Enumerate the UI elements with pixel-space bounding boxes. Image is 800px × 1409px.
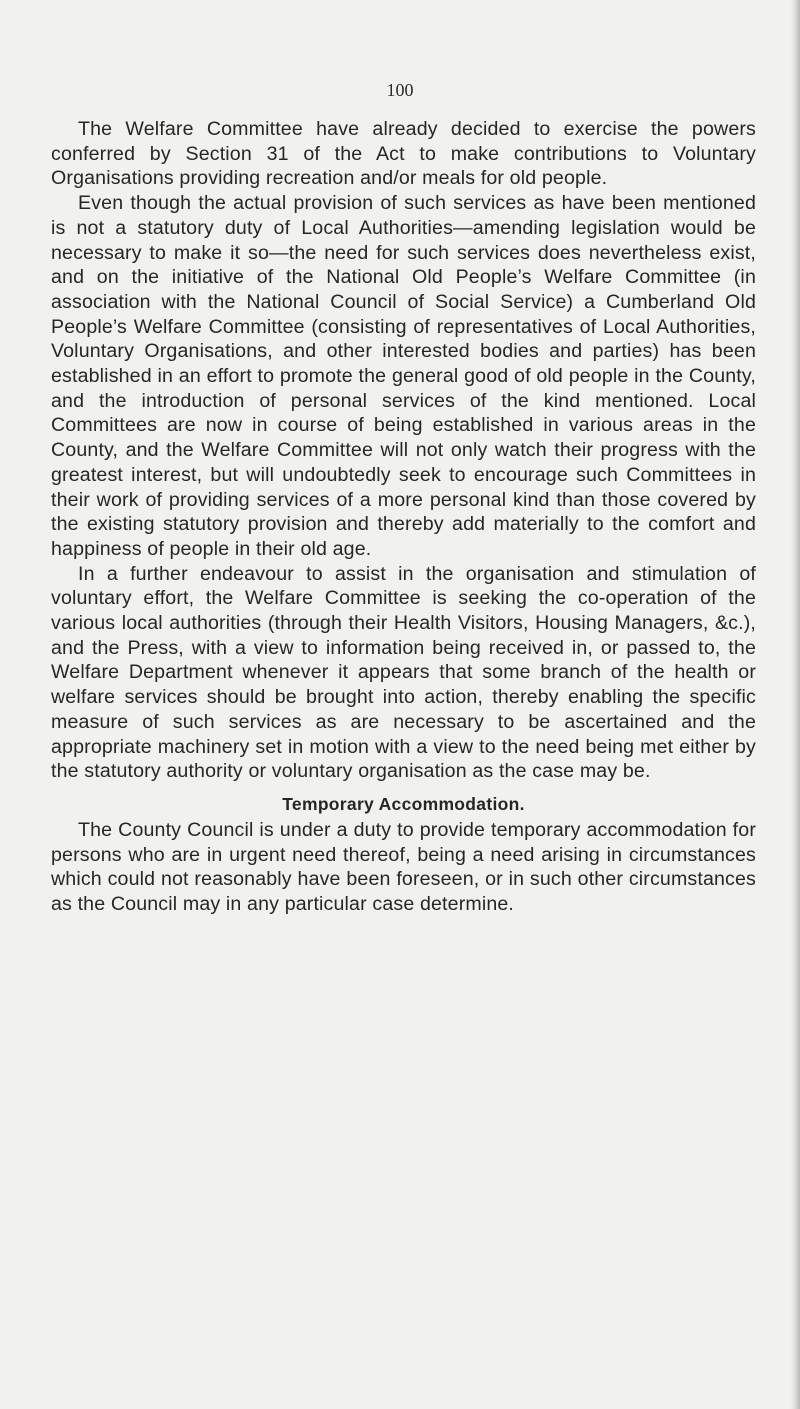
paragraph-welfare-contributions: The Welfare Committee have already decided to exercise the powers conferred by Section 31 of the Act to make contributions to Voluntary Organisations providing recreation and/or meals for old people. — [51, 118, 756, 190]
section-heading: Temporary Accommodation. — [282, 793, 525, 814]
paragraph-temporary-accommodation: The County Council is under a duty to provide temporary accommodation for persons who are in urgent need thereof, being a need arising in circumstances which could not reasonably have been foreseen, or in such other circumstances as the Council may in any particular case determine. — [51, 818, 756, 916]
paragraph-old-peoples-welfare: Even though the actual provision of such services as have been mentioned is not a statutory duty of Local Authorities—amending legislation would be necessary to make it so—the need for such services does nevertheless exist, and on the initiative of the National Old People’s Welfare Committee (in association with the National Council of Social Service) a Cumberland Old People’s Welfare Committee (consisting of representatives of Local Authorities, Voluntary Organisations, and other interested bodies and parties) has been established in an effort to promote the general good of old people in the County, and the introduction of personal services of the kind mentioned. Local Committees are now in course of being established in various areas in the County, and the Welfare Committee will not only watch their progress with the greatest interest, but will undoubtedly seek to encourage such Committees in their work of providing services of a more personal kind than those covered by the existing statutory provision and thereby add materially to the comfort and happiness of people in their old age. — [51, 192, 756, 560]
page-number: 100 — [386, 80, 414, 100]
body-text — [51, 117, 756, 917]
page-edge-shadow — [791, 0, 800, 1409]
paragraph-voluntary-effort: In a further endeavour to assist in the organisation and stimulation of voluntary effort, the Welfare Committee is seeking the co-operation of the various local authorities (through their Health Visitors, Housing Managers, &c.), and the Press, with a view to information being received in, or passed to, the Welfare Department whenever it appears that some branch of the health or welfare services should be brought into action, thereby enabling the specific measure of such services as are necessary to be ascertained and the appropriate machinery set in motion with a view to the need being met either by the statutory authority or voluntary organisation as the case may be. — [51, 562, 756, 783]
